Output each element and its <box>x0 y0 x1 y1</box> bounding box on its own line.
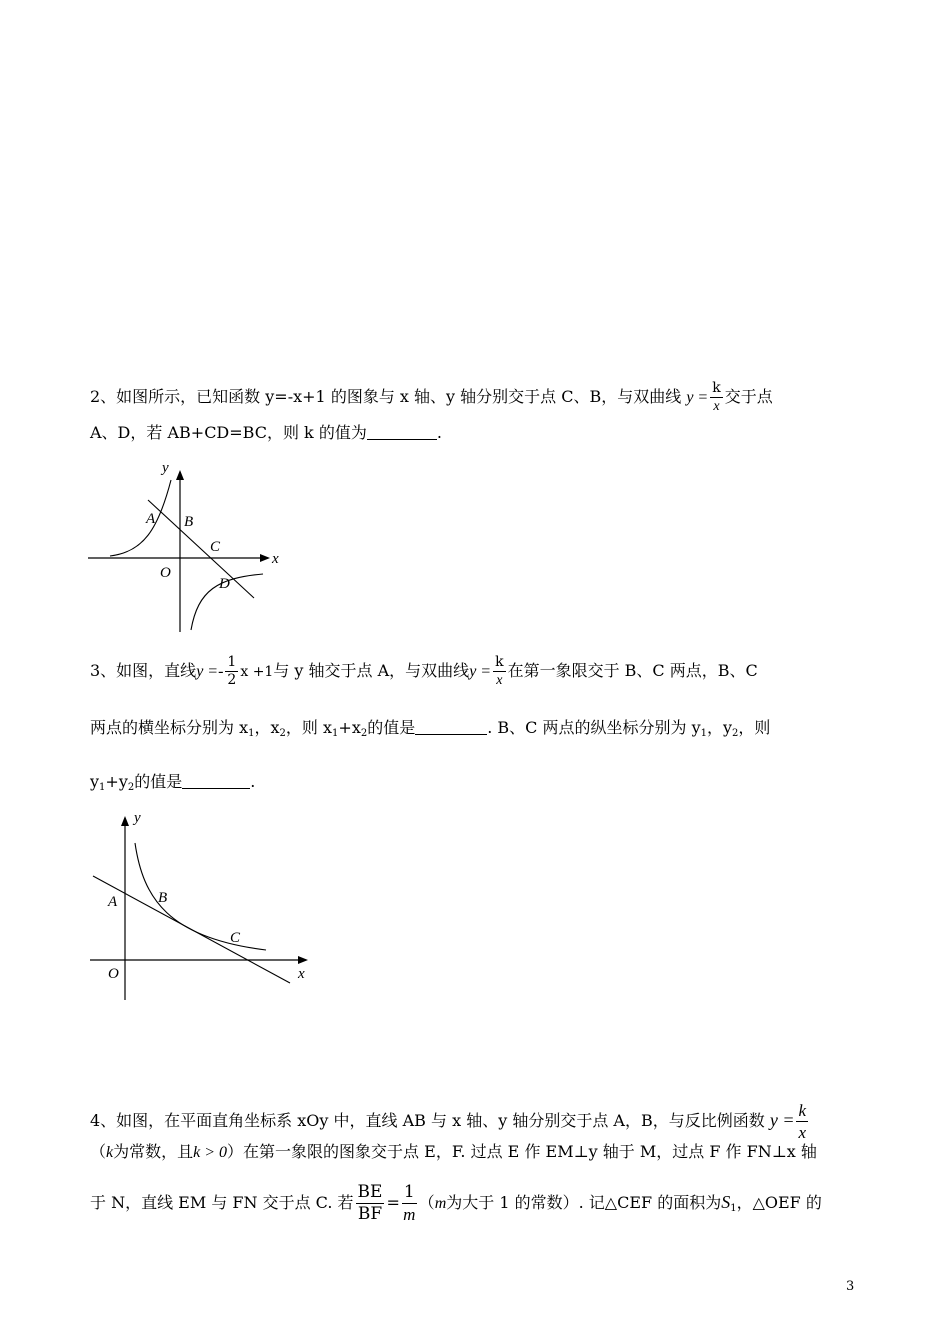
q2-period: . <box>436 423 442 442</box>
q3-l2f: ，则 <box>738 718 771 737</box>
q4-line3 <box>90 1182 822 1225</box>
q4-fraction-be-bf <box>356 1182 385 1225</box>
q2-text: 2、如图所示，已知函数 y=-x+1 的图象与 x 轴、y 轴分别交于点 C、B，与双曲线 <box>90 387 682 406</box>
q3-text2: 与 y 轴交于点 A，与双曲线 <box>273 661 470 680</box>
q4-s-sub: 1 <box>730 1203 737 1214</box>
q3-y-eq: y =- <box>196 663 224 680</box>
q3-sub2c: 2 <box>732 728 739 739</box>
q4-bf: BF <box>357 1204 383 1224</box>
q2-text2: 交于点 <box>724 387 773 406</box>
q3-label-x: x <box>298 966 305 982</box>
q3-sub1b: 1 <box>332 728 339 739</box>
q4-frac-den: x <box>798 1123 807 1142</box>
q4-m: m <box>403 1205 416 1224</box>
q4-y-eq: y = <box>769 1110 795 1130</box>
q4-l2a: （ <box>90 1142 107 1161</box>
q3-sub1c: 1 <box>700 728 707 739</box>
q3-l3a: y <box>90 772 100 791</box>
q4-l3d: ，△OEF 的 <box>736 1193 822 1212</box>
q4-one: 1 <box>403 1182 415 1202</box>
q3-answer-blank-2[interactable] <box>182 772 250 789</box>
q3-l2d: . B、C 两点的纵坐标分别为 y <box>487 718 701 737</box>
q3-sub2: 2 <box>279 728 286 739</box>
q3-label-a: A <box>108 894 118 910</box>
q3-l2c: 的值是 <box>367 718 416 737</box>
q2-label-c: C <box>210 539 221 555</box>
q2-x-arrow <box>260 554 270 562</box>
q3-l2b: ，则 x <box>285 718 333 737</box>
q3-l2e: ，y <box>707 718 733 737</box>
q2-figure <box>88 460 288 635</box>
q3-frac-num: k <box>495 654 504 670</box>
q4-condition: k > 0 <box>193 1144 228 1161</box>
q3-label-c: C <box>230 930 241 946</box>
q3-l3c: 的值是 <box>134 772 183 791</box>
q3-answer-blank-1[interactable] <box>415 718 487 735</box>
q2-frac-den: x <box>713 399 720 414</box>
q2-label-a: A <box>146 511 156 527</box>
q3-hyperbola <box>135 843 266 950</box>
q4-l2k: k <box>106 1144 114 1161</box>
q3-y-eq2: y = <box>469 663 492 680</box>
q4-be: BE <box>357 1182 383 1202</box>
q2-line <box>148 500 254 598</box>
q3-line1 <box>90 654 758 689</box>
q2-line2-text: A、D，若 AB+CD=BC，则 k 的值为 <box>90 423 367 442</box>
q4-frac-num: k <box>798 1101 807 1120</box>
q2-line2 <box>90 423 442 443</box>
q3-l3b: +y <box>105 772 128 791</box>
q3-plus: +x <box>338 718 361 737</box>
q4-line1 <box>90 1100 810 1143</box>
q3-l2a: 两点的横坐标分别为 x <box>90 718 249 737</box>
q3-frac-den: x <box>496 673 503 688</box>
q2-y-arrow <box>176 470 184 480</box>
q4-s: S <box>721 1192 731 1212</box>
page-number: 3 <box>846 1279 855 1294</box>
q3-half-den: 2 <box>227 672 237 688</box>
q4-l3b: （ <box>418 1193 435 1212</box>
q3-y-arrow <box>121 816 129 826</box>
q3-x-plus: x +1 <box>240 664 274 680</box>
q3-fraction-k-over-x <box>493 654 505 689</box>
q2-frac-num: k <box>712 380 721 396</box>
q2-fraction-k-over-x <box>710 380 722 415</box>
q3-x-arrow <box>298 956 308 964</box>
q4-line2 <box>90 1142 817 1163</box>
q4-fraction-1-over-m <box>402 1182 417 1225</box>
q4-text: 4、如图，在平面直角坐标系 xOy 中，直线 AB 与 x 轴、y 轴分别交于点 A，B，与反比例函数 <box>90 1111 765 1130</box>
q4-fraction-k-over-x <box>796 1100 808 1143</box>
q4-l3m: m <box>434 1195 447 1212</box>
q3-text: 3、如图，直线 <box>90 661 197 680</box>
q3-sub1d: 1 <box>99 782 106 793</box>
q3-label-y: y <box>134 810 141 826</box>
q3-text3: 在第一象限交于 B、C 两点，B、C <box>507 661 758 680</box>
q2-label-y: y <box>162 460 169 476</box>
q3-comma: ，x <box>254 718 280 737</box>
q3-period: . <box>250 772 256 791</box>
q2-line1 <box>90 380 773 415</box>
q2-answer-blank[interactable] <box>367 423 437 440</box>
q3-sub2d: 2 <box>127 782 135 793</box>
q3-line2 <box>90 718 770 744</box>
q3-sub1: 1 <box>248 728 255 739</box>
q4-l3c: 为大于 1 的常数）. 记△CEF 的面积为 <box>446 1193 722 1212</box>
q2-label-x: x <box>272 551 279 567</box>
q4-l2b: 为常数，且 <box>113 1142 194 1161</box>
q2-hyperbola-left <box>110 480 171 556</box>
q4-l3a: 于 N，直线 EM 与 FN 交于点 C. 若 <box>90 1193 354 1212</box>
q2-y-eq: y = <box>686 389 709 406</box>
q3-figure <box>88 808 313 1003</box>
q3-fraction-half <box>225 654 238 689</box>
q3-half-num: 1 <box>227 654 237 670</box>
q3-label-b: B <box>158 890 168 906</box>
q2-label-b: B <box>184 514 194 530</box>
q3-label-o: O <box>108 966 119 982</box>
q3-line3 <box>90 772 255 798</box>
q3-sub2b: 2 <box>360 728 368 739</box>
q4-eq: = <box>386 1193 400 1212</box>
q2-label-d: D <box>219 576 230 592</box>
q4-l2c: ）在第一象限的图象交于点 E，F. 过点 E 作 EM⊥y 轴于 M，过点 F 作 FN⊥x 轴 <box>227 1142 817 1161</box>
q2-label-o: O <box>160 565 171 581</box>
